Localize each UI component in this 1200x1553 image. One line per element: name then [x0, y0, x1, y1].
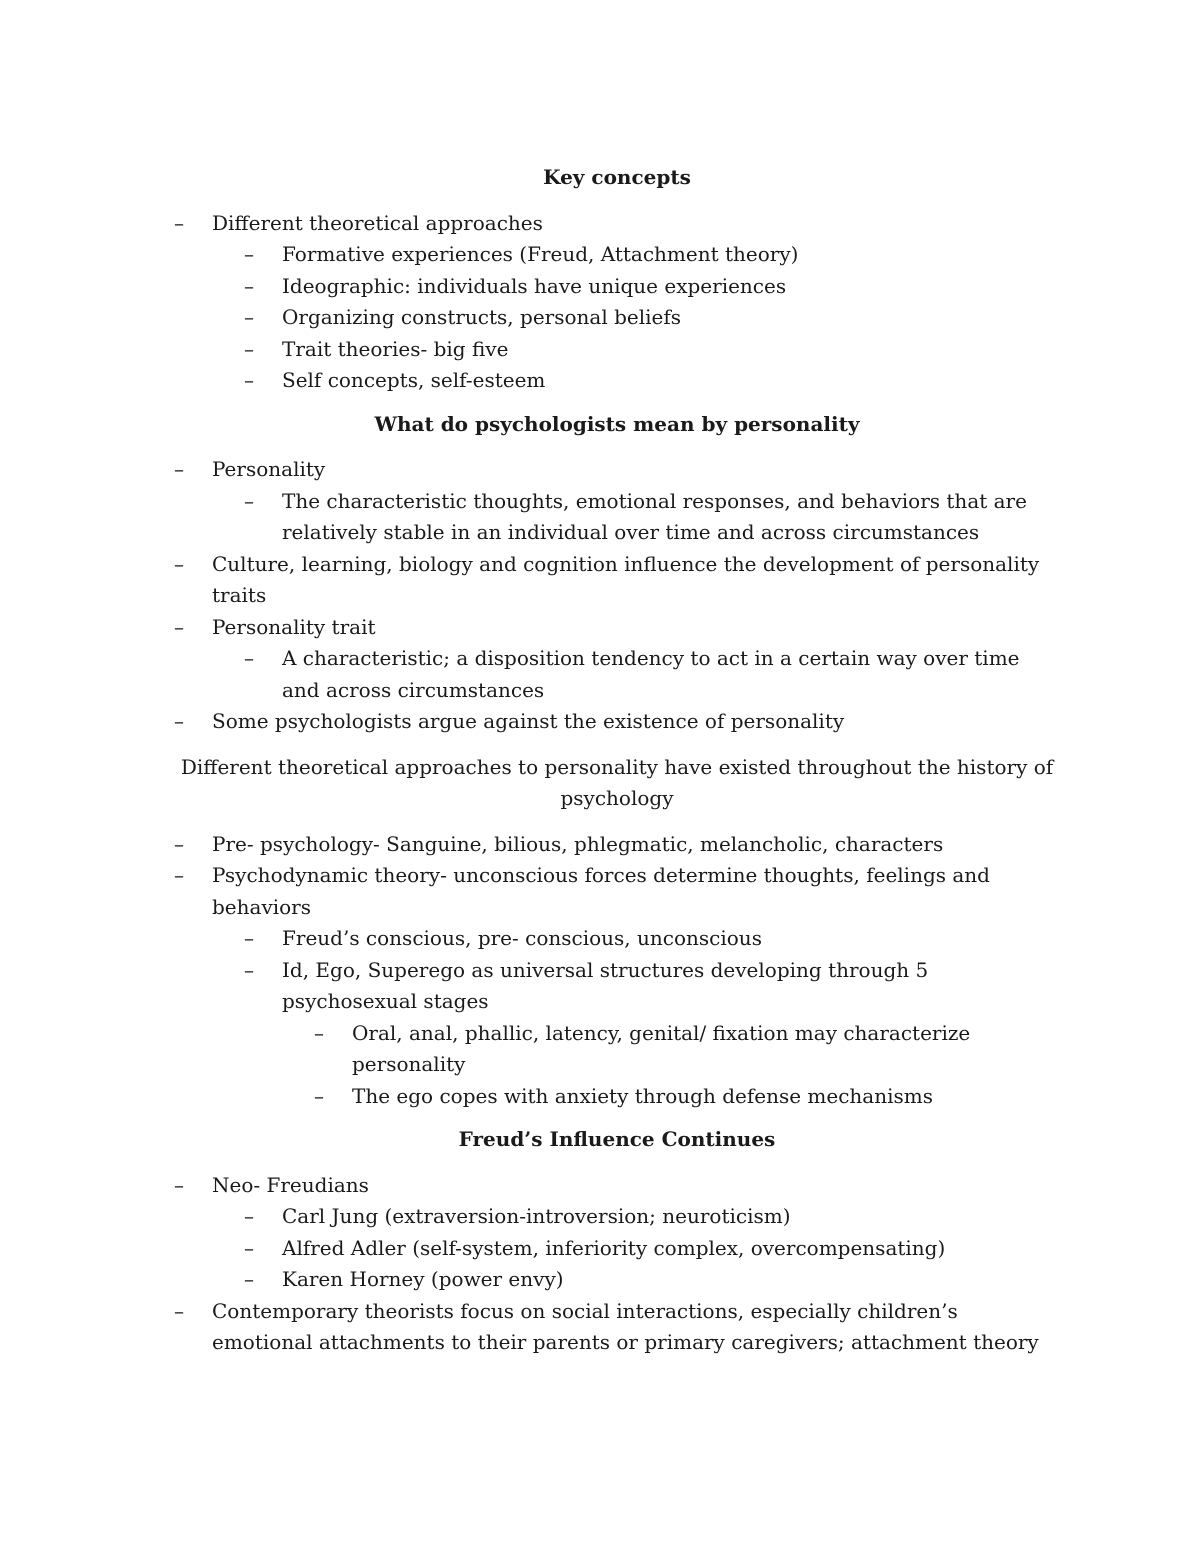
- list-item: – Self concepts, self-esteem: [242, 365, 1062, 397]
- list-item-text: Neo- Freudians: [212, 1172, 369, 1197]
- list-item: [172, 860, 1062, 1112]
- list-item: [242, 955, 1062, 1113]
- heading-freud-influence: Freud’s Influence Continues: [458, 1127, 776, 1151]
- sublist: [242, 486, 1062, 549]
- list-item-text: Different theoretical approaches: [212, 210, 543, 235]
- key-concepts-list: [172, 208, 1062, 397]
- list-item: – Carl Jung (extraversion-introversion; neuroticism): [242, 1201, 1062, 1233]
- personality-list: [172, 454, 1062, 738]
- list-item: – Alfred Adler (self-system, inferiority complex, overcompensating): [242, 1233, 1062, 1265]
- list-item: [172, 454, 1062, 549]
- list-item: [172, 612, 1062, 707]
- list-item-text: Psychodynamic theory- unconscious forces determine thoughts, feelings and behaviors: [212, 863, 990, 919]
- sublist: [242, 239, 1062, 397]
- heading-personality-meaning: What do psychologists mean by personality: [374, 411, 860, 436]
- list-item: – The ego copes with anxiety through defense mechanisms: [312, 1081, 1062, 1113]
- list-item: – The characteristic thoughts, emotional responses, and behaviors that are relatively stable in an individual over time and across circumstances: [242, 486, 1062, 549]
- list-item: – Organizing constructs, personal beliefs: [242, 302, 1062, 334]
- list-item: – A characteristic; a disposition tendency to act in a certain way over time and across circumstances: [242, 643, 1062, 706]
- list-item: – Karen Horney (power envy): [242, 1264, 1062, 1296]
- list-item-text: Id, Ego, Superego as universal structures developing through 5 psychosexual stages: [282, 957, 929, 1013]
- approaches-list: [172, 829, 1062, 1113]
- list-item: [172, 1170, 1062, 1296]
- theoretical-approaches-intro: Different theoretical approaches to personality have existed throughout the history of psychology: [180, 754, 1054, 810]
- list-item: – Pre- psychology- Sanguine, bilious, phlegmatic, melancholic, characters: [172, 829, 1062, 861]
- sub-sublist: [312, 1018, 1062, 1113]
- sublist: [242, 643, 1062, 706]
- sublist: [242, 1201, 1062, 1296]
- list-item: – Contemporary theorists focus on social interactions, especially children’s emotional attachments to their parents or primary caregivers; attachment theory: [172, 1296, 1062, 1359]
- list-item: – Culture, learning, biology and cognition influence the development of personality traits: [172, 549, 1062, 612]
- list-item: – Formative experiences (Freud, Attachment theory): [242, 239, 1062, 271]
- list-item: – Trait theories- big five: [242, 334, 1062, 366]
- list-item-text: Personality trait: [212, 614, 376, 639]
- heading-key-concepts: Key concepts: [543, 165, 691, 189]
- sublist: [242, 923, 1062, 1112]
- list-item: – Oral, anal, phallic, latency, genital/ fixation may characterize personality: [312, 1018, 1062, 1081]
- list-item-text: Personality: [212, 457, 326, 481]
- document-content: [172, 162, 1062, 1359]
- list-item: – Ideographic: individuals have unique experiences: [242, 271, 1062, 303]
- list-item: – Some psychologists argue against the existence of personality: [172, 706, 1062, 738]
- freud-influence-list: [172, 1170, 1062, 1359]
- list-item: [172, 208, 1062, 397]
- list-item: – Freud’s conscious, pre- conscious, unconscious: [242, 923, 1062, 955]
